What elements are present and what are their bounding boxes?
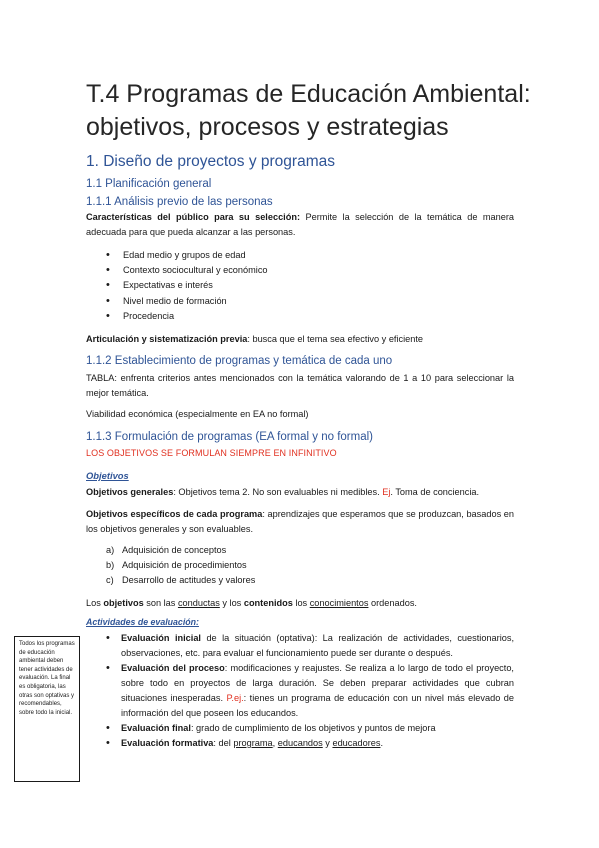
bold-text: Objetivos específicos de cada programa — [86, 509, 263, 519]
text: Los — [86, 598, 104, 608]
underlined-text: programa — [233, 738, 273, 748]
list-item-evaluacion-proceso — [106, 661, 514, 721]
paragraph-objetivos-especificos — [86, 507, 514, 537]
text: los — [292, 598, 310, 608]
bold-text: contenidos — [243, 598, 293, 608]
text: : aprendizajes que esperamos que se produzcan, basados en los objetivos generales y son evaluables. — [86, 509, 514, 534]
list-marker: b) — [106, 560, 115, 570]
text: ordenados. — [368, 598, 417, 608]
underlined-text: educadores — [332, 738, 381, 748]
text: de la situación (optativa): La realización de actividades, cuestionarios, observaciones, etc. para evaluar el funcionamiento puede ser durante o después. — [121, 633, 515, 658]
paragraph-caracteristicas — [86, 210, 514, 240]
pej-label: P.ej. — [226, 693, 244, 703]
underlined-text: conocimientos — [309, 598, 369, 608]
text: : busca que el tema sea efectivo y eficiente — [247, 334, 424, 344]
bold-text: Evaluación formativa — [121, 738, 214, 748]
objetivos-alpha-list — [106, 543, 255, 588]
list-text: Desarrollo de actitudes y valores — [122, 575, 256, 585]
list-item: • Edad medio y grupos de edad — [106, 248, 268, 263]
page-title: T.4 Programas de Educación Ambiental: objetivos, procesos y estrategias — [86, 80, 531, 141]
bold-text: Articulación y sistematización previa — [86, 334, 248, 344]
text: , — [272, 738, 278, 748]
bold-text: Evaluación del proceso — [121, 663, 225, 673]
underlined-text: conductas — [177, 598, 220, 608]
list-item: • Nivel medio de formación — [106, 294, 268, 309]
subsection-heading-analisis: 1.1.1 Análisis previo de las personas — [86, 196, 273, 208]
paragraph-objetivos-generales — [86, 485, 514, 500]
list-item-evaluacion-final — [106, 721, 514, 736]
subsection-heading-establecimiento: 1.1.2 Establecimiento de programas y temática de cada uno — [86, 355, 393, 367]
text: . Toma de conciencia. — [390, 487, 480, 497]
caracteristicas-list — [106, 248, 268, 324]
list-item: • Procedencia — [106, 309, 268, 324]
section-heading: 1. Diseño de proyectos y programas — [86, 153, 335, 170]
list-item — [106, 573, 255, 588]
text: : del — [213, 738, 234, 748]
bold-text: Evaluación inicial — [121, 633, 201, 643]
list-marker: c) — [106, 575, 114, 585]
subsection-heading-formulacion: 1.1.3 Formulación de programas (EA formal y no formal) — [86, 431, 373, 443]
infinitivo-note: LOS OBJETIVOS SE FORMULAN SIEMPRE EN INFINITIVO — [86, 448, 337, 458]
list-item: • Contexto sociocultural y económico — [106, 263, 268, 278]
objetivos-heading: Objetivos — [86, 470, 129, 481]
text: : Objetivos tema 2. No son evaluables ni medibles. — [173, 487, 383, 497]
text: y los — [219, 598, 244, 608]
underlined-text: educandos — [277, 738, 323, 748]
bold-text: Objetivos generales — [86, 487, 174, 497]
list-item — [106, 558, 255, 573]
list-text: Adquisición de conceptos — [122, 545, 227, 555]
list-marker: a) — [106, 545, 115, 555]
text: . — [380, 738, 384, 748]
paragraph-tabla: TABLA: enfrenta criterios antes mencionados con la temática valorando de 1 a 10 para seleccionar la mejor temática. — [86, 373, 514, 398]
bold-text: Evaluación final — [121, 723, 191, 733]
text: : grado de cumplimiento de los objetivos y puntos de mejora — [190, 723, 436, 733]
evaluacion-list — [106, 631, 514, 751]
ej-label: Ej — [382, 487, 391, 497]
paragraph-viabilidad: Viabilidad económica (especialmente en EA no formal) — [86, 409, 309, 419]
text: : tienes un programa de educación con un nivel más elevado de información del que poseen los educandos. — [121, 693, 514, 718]
text: y — [322, 738, 333, 748]
sidenote-box: Todos los programas de educación ambiental deben tener actividades de evaluación. La final es obligatoria, las otras son optativas y recomendables, sobre todo la inicial. — [14, 636, 80, 782]
text: son las — [143, 598, 178, 608]
list-item-evaluacion-inicial — [106, 631, 514, 661]
list-item-evaluacion-formativa — [106, 736, 514, 751]
actividades-heading: Actividades de evaluación: — [86, 617, 199, 627]
text: Permite la selección de la temática de manera adecuada para que pueda alcanzar a las personas. — [86, 212, 515, 237]
paragraph-articulacion — [86, 332, 514, 347]
subsection-heading-planificacion: 1.1 Planificación general — [86, 178, 212, 190]
bold-text: objetivos — [103, 598, 144, 608]
list-text: Adquisición de procedimientos — [122, 560, 247, 570]
list-item — [106, 543, 255, 558]
bold-text: Características del público para su selección: — [86, 212, 301, 222]
paragraph-los-objetivos — [86, 596, 514, 611]
list-item: • Expectativas e interés — [106, 278, 268, 293]
text: : modificaciones y reajustes. Se realiza a lo largo de todo el proyecto, sobre todo en proyectos de larga duración. Se deben preparar actividades que cubran situaciones inesperadas. — [121, 663, 514, 703]
